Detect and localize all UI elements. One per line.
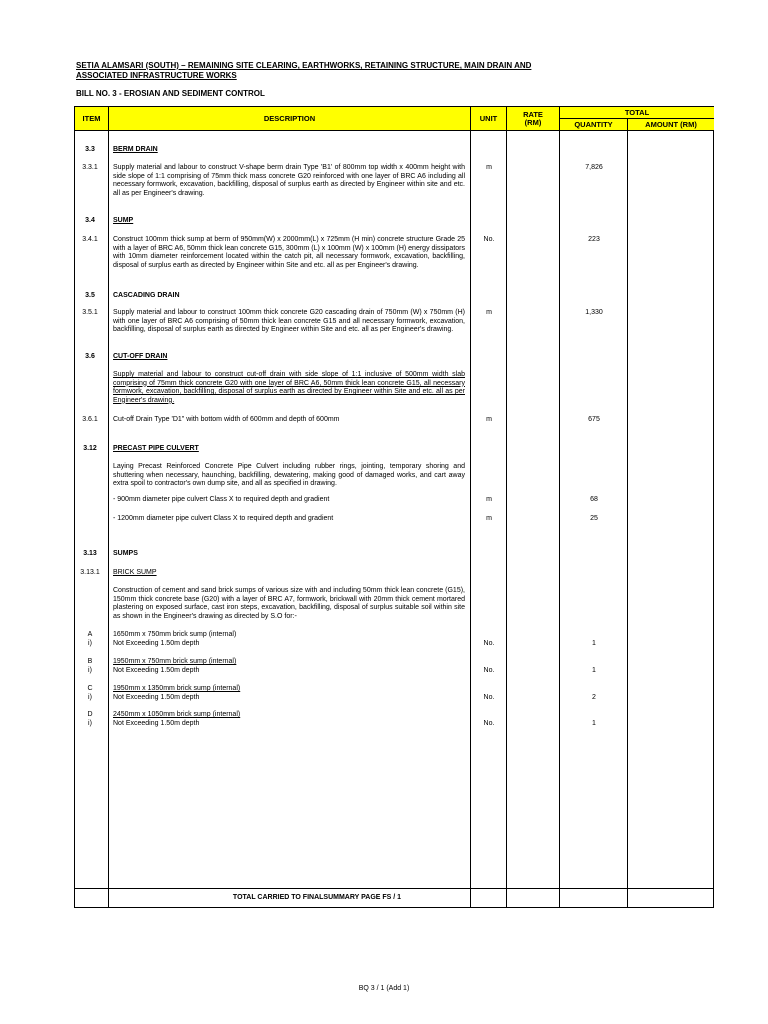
section-heading: CASCADING DRAIN (113, 292, 180, 299)
sub-item-index: i) (88, 667, 92, 674)
sub-item-index: i) (88, 720, 92, 727)
item-description: Supply material and labour to construct 100mm thick concrete G20 cascading drain of 750mm (W) x 750mm (H) with one layer of BRC A6 comprising of 50mm thick lean concrete G15 and all necessary formwork, excavation, backfilling, disposal of surplus earth as directed by Engineer within Site and etc. all as per Engineer's drawing. (113, 309, 465, 334)
col-divider-unit (506, 106, 507, 908)
item-number: 3.4.1 (82, 236, 98, 243)
sub-item-index: i) (88, 640, 92, 647)
total-carried-label: TOTAL CARRIED TO FINALSUMMARY PAGE FS / 1 (232, 894, 402, 901)
header-rate: RATE (RM) (507, 107, 559, 130)
header-bottom-line (74, 130, 714, 131)
sub-item-letter: A (87, 631, 93, 638)
page-footer: BQ 3 / 1 (Add 1) (358, 985, 410, 992)
col-divider-rate (559, 106, 560, 908)
project-title: SETIA ALAMSARI (SOUTH) – REMAINING SITE CLEARING, EARTHWORKS, RETAINING STRUCTURE, MAIN DRAIN AND ASSOCIATED INFRASTRUCTURE WORKS (76, 61, 532, 80)
sump-depth: Not Exceeding 1.50m depth (113, 667, 200, 674)
item-unit: No. (483, 236, 495, 243)
item-unit: No. (483, 694, 495, 701)
item-quantity: 25 (590, 515, 598, 522)
item-number: 3.13 (83, 550, 97, 557)
sub-item-letter: B (87, 658, 93, 665)
section-heading: SUMPS (113, 550, 138, 557)
item-unit: No. (483, 667, 495, 674)
item-description: Supply material and labour to construct V-shape berm drain Type 'B1' of 800mm top width x 400mm height with side slope of 1:1 comprising of 75mm thick mass concrete G20 reinforced with one layer of BRC A6 including all necessary formwork, excavation, backfilling, disposal of surplus earth as directed by Engineer within site and etc. all as per Engineer's drawing. (113, 164, 465, 197)
section-heading: PRECAST PIPE CULVERT (113, 445, 199, 452)
item-number: 3.3 (85, 146, 95, 153)
item-description: Construction of cement and sand brick sumps of various size with and including 50mm thick lean concrete (G15), 150mm thick concrete base (G20) with a layer of BRC A7, formwork, brickwall with 20mm thick cement mortared plastering on exposed surface, cast iron steps, excavation, backfilling, disposal of surplus suitable soil within site as shown in the Engineer's drawing as directed by S.O for:- (113, 587, 465, 620)
item-description: - 900mm diameter pipe culvert Class X to required depth and gradient (113, 496, 330, 503)
header-unit: UNIT (471, 107, 506, 130)
bq-table-frame (74, 106, 714, 908)
item-description: Construct 100mm thick sump at berm of 950mm(W) x 2000mm(L) x 725mm (H min) concrete structure Grade 25 with a layer of BRC A6, 50mm thick lean concrete G15, 300mm (L) x 100mm (W) x 100mm (H) energy dissipators with 10mm diameter reinforcement located within the catch pit, all necessary formwork, excavation, backfilling, disposal of surplus earth as directed by Engineer within Site and etc. all as per Engineer's drawing. (113, 236, 465, 269)
header-amount: AMOUNT (RM) (628, 119, 714, 130)
item-description: Cut-off Drain Type 'D1" with bottom width of 600mm and depth of 600mm (113, 416, 340, 423)
sump-depth: Not Exceeding 1.50m depth (113, 720, 200, 727)
item-description: - 1200mm diameter pipe culvert Class X to required depth and gradient (113, 515, 334, 522)
header-quantity: QUANTITY (560, 119, 627, 130)
item-unit: No. (483, 720, 495, 727)
header-item: ITEM (75, 107, 108, 130)
total-row-line (74, 888, 714, 889)
item-number: 3.13.1 (80, 569, 100, 576)
item-unit: m (486, 515, 492, 522)
item-number: 3.12 (83, 445, 97, 452)
item-unit: m (486, 416, 492, 423)
item-quantity: 223 (588, 236, 600, 243)
sub-item-letter: C (87, 685, 93, 692)
sump-size: 1650mm x 750mm brick sump (internal) (113, 631, 237, 638)
item-quantity: 1,330 (585, 309, 603, 316)
item-quantity: 68 (590, 496, 598, 503)
item-quantity: 1 (592, 720, 596, 727)
sump-size: 1950mm x 750mm brick sump (internal) (113, 658, 237, 665)
col-divider-item (108, 106, 109, 908)
item-number: 3.5.1 (82, 309, 98, 316)
sub-heading: BRICK SUMP (113, 569, 157, 576)
item-unit: No. (483, 640, 495, 647)
item-quantity: 2 (592, 694, 596, 701)
section-heading: CUT-OFF DRAIN (113, 353, 168, 360)
section-heading: BERM DRAIN (113, 146, 158, 153)
col-divider-desc (470, 106, 471, 908)
item-number: 3.6.1 (82, 416, 98, 423)
header-total: TOTAL (560, 107, 714, 118)
bill-title: BILL NO. 3 - EROSIAN AND SEDIMENT CONTROL (76, 89, 265, 98)
item-description: Laying Precast Reinforced Concrete Pipe Culvert including rubber rings, jointing, temporary shoring and shuttering when necessary, haunching, backfilling, dewatering, making good of damaged works, and cart away extra spoil to contractor's own dump site, and all as specified in drawing. (113, 463, 465, 488)
sump-depth: Not Exceeding 1.50m depth (113, 640, 200, 647)
item-number: 3.6 (85, 353, 95, 360)
sump-size: 1950mm x 1350mm brick sump (internal) (113, 685, 241, 692)
section-heading: SUMP (113, 217, 134, 224)
item-quantity: 1 (592, 640, 596, 647)
header-description: DESCRIPTION (109, 107, 470, 130)
item-unit: m (486, 309, 492, 316)
item-quantity: 675 (588, 416, 600, 423)
item-quantity: 7,826 (585, 164, 603, 171)
item-unit: m (486, 164, 492, 171)
col-divider-qty (627, 106, 628, 908)
item-unit: m (486, 496, 492, 503)
item-quantity: 1 (592, 667, 596, 674)
sump-size: 2450mm x 1050mm brick sump (internal) (113, 711, 241, 718)
sub-item-letter: D (87, 711, 93, 718)
sump-depth: Not Exceeding 1.50m depth (113, 694, 200, 701)
item-number: 3.5 (85, 292, 95, 299)
sub-item-index: i) (88, 694, 92, 701)
item-number: 3.3.1 (82, 164, 98, 171)
item-description: Supply material and labour to construct cut-off drain with side slope of 1:1 inclusive of 500mm width slab comprising of 75mm thick concrete G20 with one layer of BRC A6, 50mm thick lean concrete G15, all necessary formwork, excavation, backfilling, disposal of surplus earth as directed by Engineer within Site and etc. all as per Engineer's drawing. (113, 371, 465, 404)
item-number: 3.4 (85, 217, 95, 224)
